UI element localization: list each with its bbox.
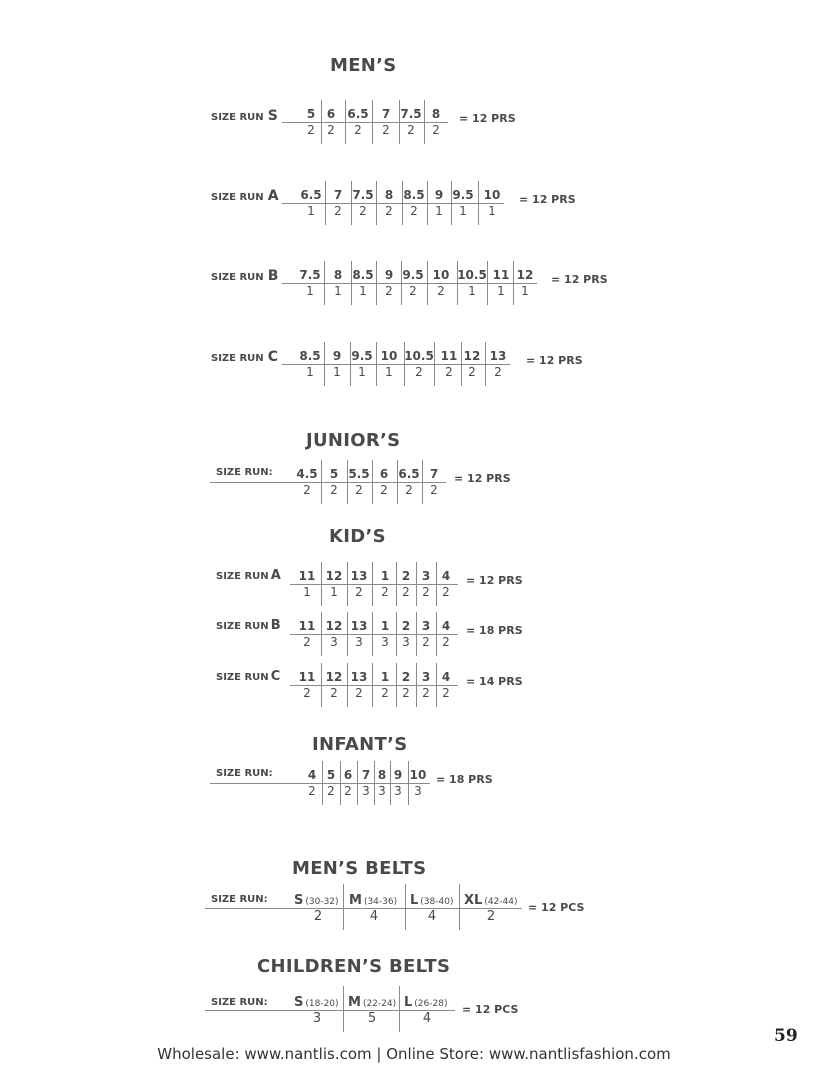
quantity-value: 1 [459, 204, 467, 218]
size-value: 1 [380, 619, 390, 633]
size-value: 1 [380, 569, 390, 583]
quantity-value: 2 [442, 635, 450, 649]
size-run-label [216, 768, 273, 780]
section-title-juniors: JUNIOR’S [306, 430, 401, 451]
size-value: 9.5 [402, 268, 424, 282]
size-run-label-text: SIZE RUN [216, 571, 269, 582]
size-value: 13 [489, 349, 507, 363]
size-value: 11 [492, 268, 510, 282]
belt-size [349, 894, 397, 909]
size-value: 4 [441, 670, 451, 684]
size-run-label [211, 351, 278, 365]
belt-size-range: (42-44) [484, 897, 518, 907]
quantity-value: 2 [430, 483, 438, 497]
size-value: 4 [441, 619, 451, 633]
quantity-value: 3 [378, 784, 386, 798]
belt-size-letter: XL [464, 893, 483, 908]
quantity-value: 1 [497, 284, 505, 298]
belt-size-range: (26-28) [414, 999, 448, 1009]
size-value: 5 [329, 467, 339, 481]
size-run-label-text: SIZE RUN [211, 353, 264, 364]
quantity-value: 2 [380, 483, 388, 497]
quantity-value: 2 [381, 686, 389, 700]
quantity-value: 1 [333, 365, 341, 379]
belt-size-letter: S [294, 995, 304, 1010]
belt-size [294, 894, 339, 909]
size-value: 8 [431, 107, 441, 121]
section-title-mens-belts: MEN’S BELTS [292, 858, 427, 879]
belt-size [348, 996, 396, 1011]
quantity-value: 1 [521, 284, 529, 298]
size-value: 8.5 [299, 349, 321, 363]
quantity-value: 1 [359, 284, 367, 298]
belt-size-range: (18-20) [305, 999, 339, 1009]
belt-size-range: (38-40) [420, 897, 454, 907]
run-total: = 12 PRS [526, 354, 583, 367]
quantity-value: 2 [303, 483, 311, 497]
belt-column-divider [343, 986, 344, 1032]
quantity-value: 2 [327, 123, 335, 137]
quantity-value: 2 [355, 686, 363, 700]
size-run-label-text: SIZE RUN [216, 621, 269, 632]
belt-quantity: 4 [369, 909, 379, 924]
belt-size-range: (22-24) [362, 999, 397, 1009]
size-run-label [216, 467, 273, 479]
quantity-value: 2 [422, 635, 430, 649]
belt-quantity: 5 [367, 1011, 377, 1026]
size-run-label [216, 570, 281, 583]
size-value: 11 [440, 349, 458, 363]
size-run-code: B [270, 618, 281, 633]
quantity-value: 1 [306, 365, 314, 379]
belt-total: = 12 PCS [462, 1003, 519, 1016]
page-number: 59 [774, 1026, 798, 1046]
quantity-value: 1 [330, 585, 338, 599]
quantity-value: 3 [402, 635, 410, 649]
quantity-value: 2 [415, 365, 423, 379]
belt-size-letter: M [349, 893, 362, 908]
quantity-value: 2 [410, 204, 418, 218]
size-value: 8 [333, 268, 343, 282]
footer-links: Wholesale: www.nantlis.com | Online Store: www.nantlisfashion.com [157, 1045, 671, 1063]
size-value: 10.5 [404, 349, 434, 363]
size-value: 5 [326, 768, 336, 782]
size-run-code: C [270, 669, 281, 684]
size-value: 12 [325, 619, 343, 633]
quantity-value: 3 [330, 635, 338, 649]
quantity-value: 1 [435, 204, 443, 218]
quantity-value: 2 [308, 784, 316, 798]
run-total: = 18 PRS [466, 624, 523, 637]
size-value: 6.5 [398, 467, 420, 481]
size-run-label [216, 620, 281, 633]
size-value: 3 [421, 670, 431, 684]
size-run-code: S [267, 108, 278, 124]
size-value: 6 [343, 768, 353, 782]
size-run-code: A [267, 188, 279, 204]
quantity-value: 2 [382, 123, 390, 137]
belt-size [294, 996, 339, 1011]
belt-size-run-label: SIZE RUN: [211, 894, 268, 905]
size-value: 9.5 [351, 349, 373, 363]
size-value: 9 [332, 349, 342, 363]
belt-quantity: 2 [486, 909, 496, 924]
size-value: 2 [401, 619, 411, 633]
size-run-label [211, 110, 278, 124]
quantity-value: 2 [409, 284, 417, 298]
size-run-label [211, 270, 278, 284]
quantity-value: 2 [354, 123, 362, 137]
quantity-value: 3 [414, 784, 422, 798]
size-value: 11 [298, 569, 316, 583]
quantity-value: 3 [355, 635, 363, 649]
quantity-value: 2 [355, 585, 363, 599]
size-value: 8 [384, 188, 394, 202]
quantity-value: 2 [437, 284, 445, 298]
size-value: 4 [307, 768, 317, 782]
size-value: 9.5 [452, 188, 474, 202]
size-value: 10 [409, 768, 427, 782]
belt-size-letter: M [348, 995, 361, 1010]
belt-column-divider [343, 884, 344, 930]
run-total: = 18 PRS [436, 773, 493, 786]
size-value: 13 [350, 670, 368, 684]
belt-size-range: (30-32) [305, 897, 339, 907]
size-value: 6 [326, 107, 336, 121]
size-value: 6 [379, 467, 389, 481]
section-title-childrens-belts: CHILDREN’S BELTS [257, 956, 451, 977]
quantity-value: 2 [445, 365, 453, 379]
size-run-code: A [270, 568, 281, 583]
quantity-value: 2 [407, 123, 415, 137]
size-run-code: C [267, 349, 278, 365]
quantity-value: 2 [334, 204, 342, 218]
size-run-label-text: SIZE RUN [211, 192, 264, 203]
quantity-value: 2 [381, 585, 389, 599]
size-value: 2 [401, 670, 411, 684]
size-value: 13 [350, 619, 368, 633]
run-total: = 12 PRS [454, 472, 511, 485]
quantity-value: 3 [362, 784, 370, 798]
size-value: 4 [441, 569, 451, 583]
belt-size-letter: L [410, 893, 419, 908]
run-total: = 12 PRS [519, 193, 576, 206]
quantity-value: 2 [359, 204, 367, 218]
quantity-value: 3 [381, 635, 389, 649]
quantity-value: 2 [442, 686, 450, 700]
size-value: 8 [377, 768, 387, 782]
size-value: 9 [434, 188, 444, 202]
quantity-value: 2 [344, 784, 352, 798]
quantity-value: 2 [402, 686, 410, 700]
run-total: = 14 PRS [466, 675, 523, 688]
quantity-value: 2 [432, 123, 440, 137]
section-title-kids: KID’S [329, 526, 386, 547]
quantity-value: 2 [307, 123, 315, 137]
size-value: 1 [380, 670, 390, 684]
size-value: 7.5 [400, 107, 422, 121]
quantity-value: 2 [330, 686, 338, 700]
belt-quantity: 4 [422, 1011, 432, 1026]
size-value: 10 [380, 349, 398, 363]
section-title-mens: MEN’S [330, 55, 397, 76]
size-run-label-text: SIZE RUN [211, 272, 264, 283]
quantity-value: 1 [468, 284, 476, 298]
belt-column-divider [405, 884, 406, 930]
belt-size-range: (34-36) [363, 897, 398, 907]
belt-column-divider [459, 884, 460, 930]
size-value: 12 [463, 349, 481, 363]
belt-quantity: 4 [427, 909, 437, 924]
size-value: 9 [393, 768, 403, 782]
quantity-value: 2 [402, 585, 410, 599]
quantity-value: 1 [358, 365, 366, 379]
size-value: 8.5 [352, 268, 374, 282]
size-value: 8.5 [403, 188, 425, 202]
size-value: 4.5 [296, 467, 318, 481]
size-value: 5 [306, 107, 316, 121]
quantity-value: 2 [422, 686, 430, 700]
size-run-label [211, 190, 279, 204]
quantity-value: 2 [303, 686, 311, 700]
section-title-infants: INFANT’S [312, 734, 408, 755]
belt-column-divider [399, 986, 400, 1032]
size-value: 10 [483, 188, 501, 202]
size-value: 5.5 [348, 467, 370, 481]
belt-size-letter: S [294, 893, 304, 908]
quantity-value: 3 [394, 784, 402, 798]
quantity-value: 2 [442, 585, 450, 599]
quantity-value: 2 [330, 483, 338, 497]
size-value: 12 [516, 268, 534, 282]
belt-quantity: 3 [312, 1011, 322, 1026]
belt-total: = 12 PCS [528, 901, 585, 914]
quantity-value: 2 [468, 365, 476, 379]
size-value: 7 [381, 107, 391, 121]
quantity-value: 1 [307, 204, 315, 218]
belt-size [464, 894, 518, 909]
quantity-value: 2 [355, 483, 363, 497]
run-total: = 12 PRS [551, 273, 608, 286]
size-run-label-text: SIZE RUN [216, 672, 269, 683]
quantity-value: 2 [422, 585, 430, 599]
size-value: 10.5 [457, 268, 487, 282]
run-total: = 12 PRS [466, 574, 523, 587]
size-value: 3 [421, 569, 431, 583]
quantity-value: 2 [494, 365, 502, 379]
size-value: 7.5 [299, 268, 321, 282]
size-run-label-text: SIZE RUN [211, 112, 264, 123]
belt-size-run-label: SIZE RUN: [211, 997, 268, 1008]
size-value: 7 [429, 467, 439, 481]
size-run-label-text: SIZE RUN: [216, 768, 273, 779]
size-value: 7 [333, 188, 343, 202]
size-run-label-text: SIZE RUN: [216, 467, 273, 478]
size-value: 10 [432, 268, 450, 282]
size-value: 2 [401, 569, 411, 583]
size-value: 7.5 [352, 188, 374, 202]
quantity-value: 1 [334, 284, 342, 298]
size-value: 11 [298, 619, 316, 633]
quantity-value: 2 [385, 284, 393, 298]
belt-size [404, 996, 447, 1011]
run-total: = 12 PRS [459, 112, 516, 125]
quantity-value: 2 [405, 483, 413, 497]
quantity-value: 1 [306, 284, 314, 298]
belt-quantity: 2 [313, 909, 323, 924]
belt-size-letter: L [404, 995, 413, 1010]
size-value: 6.5 [347, 107, 369, 121]
size-value: 12 [325, 569, 343, 583]
size-value: 7 [361, 768, 371, 782]
quantity-value: 1 [488, 204, 496, 218]
quantity-value: 1 [303, 585, 311, 599]
size-value: 6.5 [300, 188, 322, 202]
size-value: 9 [384, 268, 394, 282]
quantity-value: 2 [303, 635, 311, 649]
size-value: 3 [421, 619, 431, 633]
size-run-code: B [267, 268, 279, 284]
size-value: 13 [350, 569, 368, 583]
size-run-label [216, 671, 280, 684]
quantity-value: 2 [327, 784, 335, 798]
size-value: 12 [325, 670, 343, 684]
quantity-value: 2 [385, 204, 393, 218]
quantity-value: 1 [385, 365, 393, 379]
belt-size [410, 894, 453, 909]
size-value: 11 [298, 670, 316, 684]
